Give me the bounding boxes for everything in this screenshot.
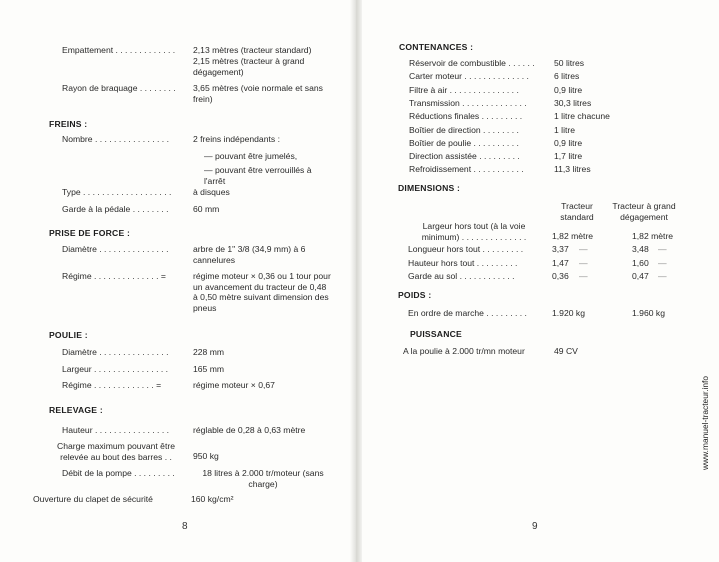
freins-garde-value: 60 mm (193, 204, 220, 214)
relevage-ouverture-value: 160 kg/cm² (191, 494, 234, 504)
rayon-value: 3,65 mètres (voie normale et sans frein) (193, 83, 323, 104)
dimension-std-hauteur-ditto: — (579, 258, 588, 268)
poulie-heading: POULIE : (49, 330, 88, 340)
contenance-value-poulie: 0,9 litre (554, 138, 583, 148)
poids-grand: 1.960 kg (632, 308, 665, 318)
dimensions-heading: DIMENSIONS : (398, 183, 461, 193)
poids-std: 1.920 kg (552, 308, 585, 318)
dimensions-col-standard: Tracteur standard (560, 201, 594, 222)
pdf-regime-value: régime moteur × 0,36 ou 1 tour pour un avancement du tracteur de 0,48 à 0,50 mètre suivant dimension des pneus (193, 271, 331, 313)
dimensions-col-grand: Tracteur à grand dégagement (612, 201, 676, 222)
dimension-std-hauteur: 1,47 (552, 258, 569, 268)
freins-garde-label: Garde à la pédale . . . . . . . . (62, 204, 169, 214)
dimension-label-largeur: Largeur hors tout (à la voie minimum) . . . . . . . . . . . . . . (421, 221, 527, 242)
poulie-diametre-label: Diamètre . . . . . . . . . . . . . . . (62, 347, 169, 357)
poulie-largeur-label: Largeur . . . . . . . . . . . . . . . . (62, 364, 169, 374)
dimension-std-longueur: 3,37 (552, 244, 569, 254)
dimension-grand-largeur: 1,82 mètre (632, 231, 674, 241)
poulie-regime-value: régime moteur × 0,67 (193, 380, 275, 390)
relevage-charge-value: 950 kg (193, 451, 219, 461)
puissance-label: A la poulie à 2.000 tr/mn moteur (403, 346, 525, 356)
relevage-debit-label: Débit de la pompe . . . . . . . . . (62, 468, 175, 478)
pdf-diametre-label: Diamètre . . . . . . . . . . . . . . . (62, 244, 169, 254)
pdf-regime-label: Régime . . . . . . . . . . . . . . = (62, 271, 166, 281)
dimension-grand-hauteur-ditto: — (658, 258, 667, 268)
relevage-debit-value: 18 litres à 2.000 tr/moteur (sans charge) (202, 468, 324, 489)
empattement-value-grand: 2,15 mètres (tracteur à grand dégagement) (193, 56, 305, 77)
left-page (0, 0, 350, 562)
poulie-diametre-value: 228 mm (193, 347, 225, 357)
relevage-hauteur-label: Hauteur . . . . . . . . . . . . . . . . (62, 425, 169, 435)
dimension-label-garde: Garde au sol . . . . . . . . . . . . (408, 271, 515, 281)
contenance-label-refroidissement: Refroidissement . . . . . . . . . . . (409, 164, 524, 174)
watermark-text: www.manuel-tracteur.info (700, 375, 710, 470)
dimension-grand-longueur-ditto: — (658, 244, 667, 254)
relevage-hauteur-value: réglable de 0,28 à 0,63 mètre (193, 425, 306, 435)
puissance-heading: PUISSANCE (410, 329, 462, 339)
contenance-value-refroidissement: 11,3 litres (554, 164, 591, 174)
dimension-label-hauteur: Hauteur hors tout . . . . . . . . . (408, 258, 518, 268)
freins-type-value: à disques (193, 187, 230, 197)
contenance-label-reductions: Réductions finales . . . . . . . . . (409, 111, 523, 121)
dimension-std-largeur: 1,82 mètre (552, 231, 594, 241)
contenance-label-direction-assistee: Direction assistée . . . . . . . . . (409, 151, 520, 161)
freins-option-jumeles: — pouvant être jumelés, (204, 151, 298, 161)
dimension-grand-longueur: 3,48 (632, 244, 649, 254)
freins-nombre-value: 2 freins indépendants : (193, 134, 280, 144)
contenance-value-carter: 6 litres (554, 71, 580, 81)
contenance-label-poulie: Boîtier de poulie . . . . . . . . . . (409, 138, 519, 148)
dimension-label-longueur: Longueur hors tout . . . . . . . . . (408, 244, 524, 254)
dimension-std-longueur-ditto: — (579, 244, 588, 254)
relevage-ouverture-label: Ouverture du clapet de sécurité (33, 494, 153, 504)
poids-label: En ordre de marche . . . . . . . . . (408, 308, 527, 318)
contenance-value-reductions: 1 litre chacune (554, 111, 610, 121)
poulie-largeur-value: 165 mm (193, 364, 225, 374)
contenance-value-direction-assistee: 1,7 litre (554, 151, 583, 161)
dimension-std-garde-ditto: — (579, 271, 588, 281)
puissance-value: 49 CV (554, 346, 578, 356)
dimension-std-garde: 0,36 (552, 271, 569, 281)
contenance-label-filtre: Filtre à air . . . . . . . . . . . . . . . (409, 85, 519, 95)
contenance-label-direction: Boîtier de direction . . . . . . . . (409, 125, 519, 135)
contenance-label-carter: Carter moteur . . . . . . . . . . . . . . (409, 71, 529, 81)
contenance-value-filtre: 0,9 litre (554, 85, 583, 95)
freins-heading: FREINS : (49, 119, 88, 129)
relevage-charge-label: Charge maximum pouvant être relevée au bout des barres . . (57, 441, 175, 462)
relevage-heading: RELEVAGE : (49, 405, 103, 415)
book-gutter (350, 0, 362, 562)
contenance-label-transmission: Transmission . . . . . . . . . . . . . . (409, 98, 527, 108)
page-number-right: 9 (532, 521, 538, 532)
poulie-regime-label: Régime . . . . . . . . . . . . . = (62, 380, 162, 390)
page-number-left: 8 (182, 521, 188, 532)
dimension-grand-hauteur: 1,60 (632, 258, 649, 268)
prise-de-force-heading: PRISE DE FORCE : (49, 228, 131, 238)
contenances-heading: CONTENANCES : (399, 42, 474, 52)
freins-nombre-label: Nombre . . . . . . . . . . . . . . . . (62, 134, 169, 144)
pdf-diametre-value: arbre de 1" 3/8 (34,9 mm) à 6 cannelures (193, 244, 306, 265)
contenance-value-direction: 1 litre (554, 125, 576, 135)
rayon-label: Rayon de braquage . . . . . . . . (62, 83, 176, 93)
freins-option-verrouilles: — pouvant être verrouillés à l'arrêt (204, 165, 312, 186)
dimension-grand-garde: 0,47 (632, 271, 649, 281)
empattement-label: Empattement . . . . . . . . . . . . . (62, 45, 176, 55)
contenance-label-reservoir: Réservoir de combustible . . . . . . (409, 58, 535, 68)
dimension-grand-garde-ditto: — (658, 271, 667, 281)
right-page (362, 0, 719, 562)
contenance-value-transmission: 30,3 litres (554, 98, 592, 108)
contenance-value-reservoir: 50 litres (554, 58, 585, 68)
empattement-value-standard: 2,13 mètres (tracteur standard) (193, 45, 312, 55)
poids-heading: POIDS : (398, 290, 432, 300)
freins-type-label: Type . . . . . . . . . . . . . . . . . . . (62, 187, 172, 197)
